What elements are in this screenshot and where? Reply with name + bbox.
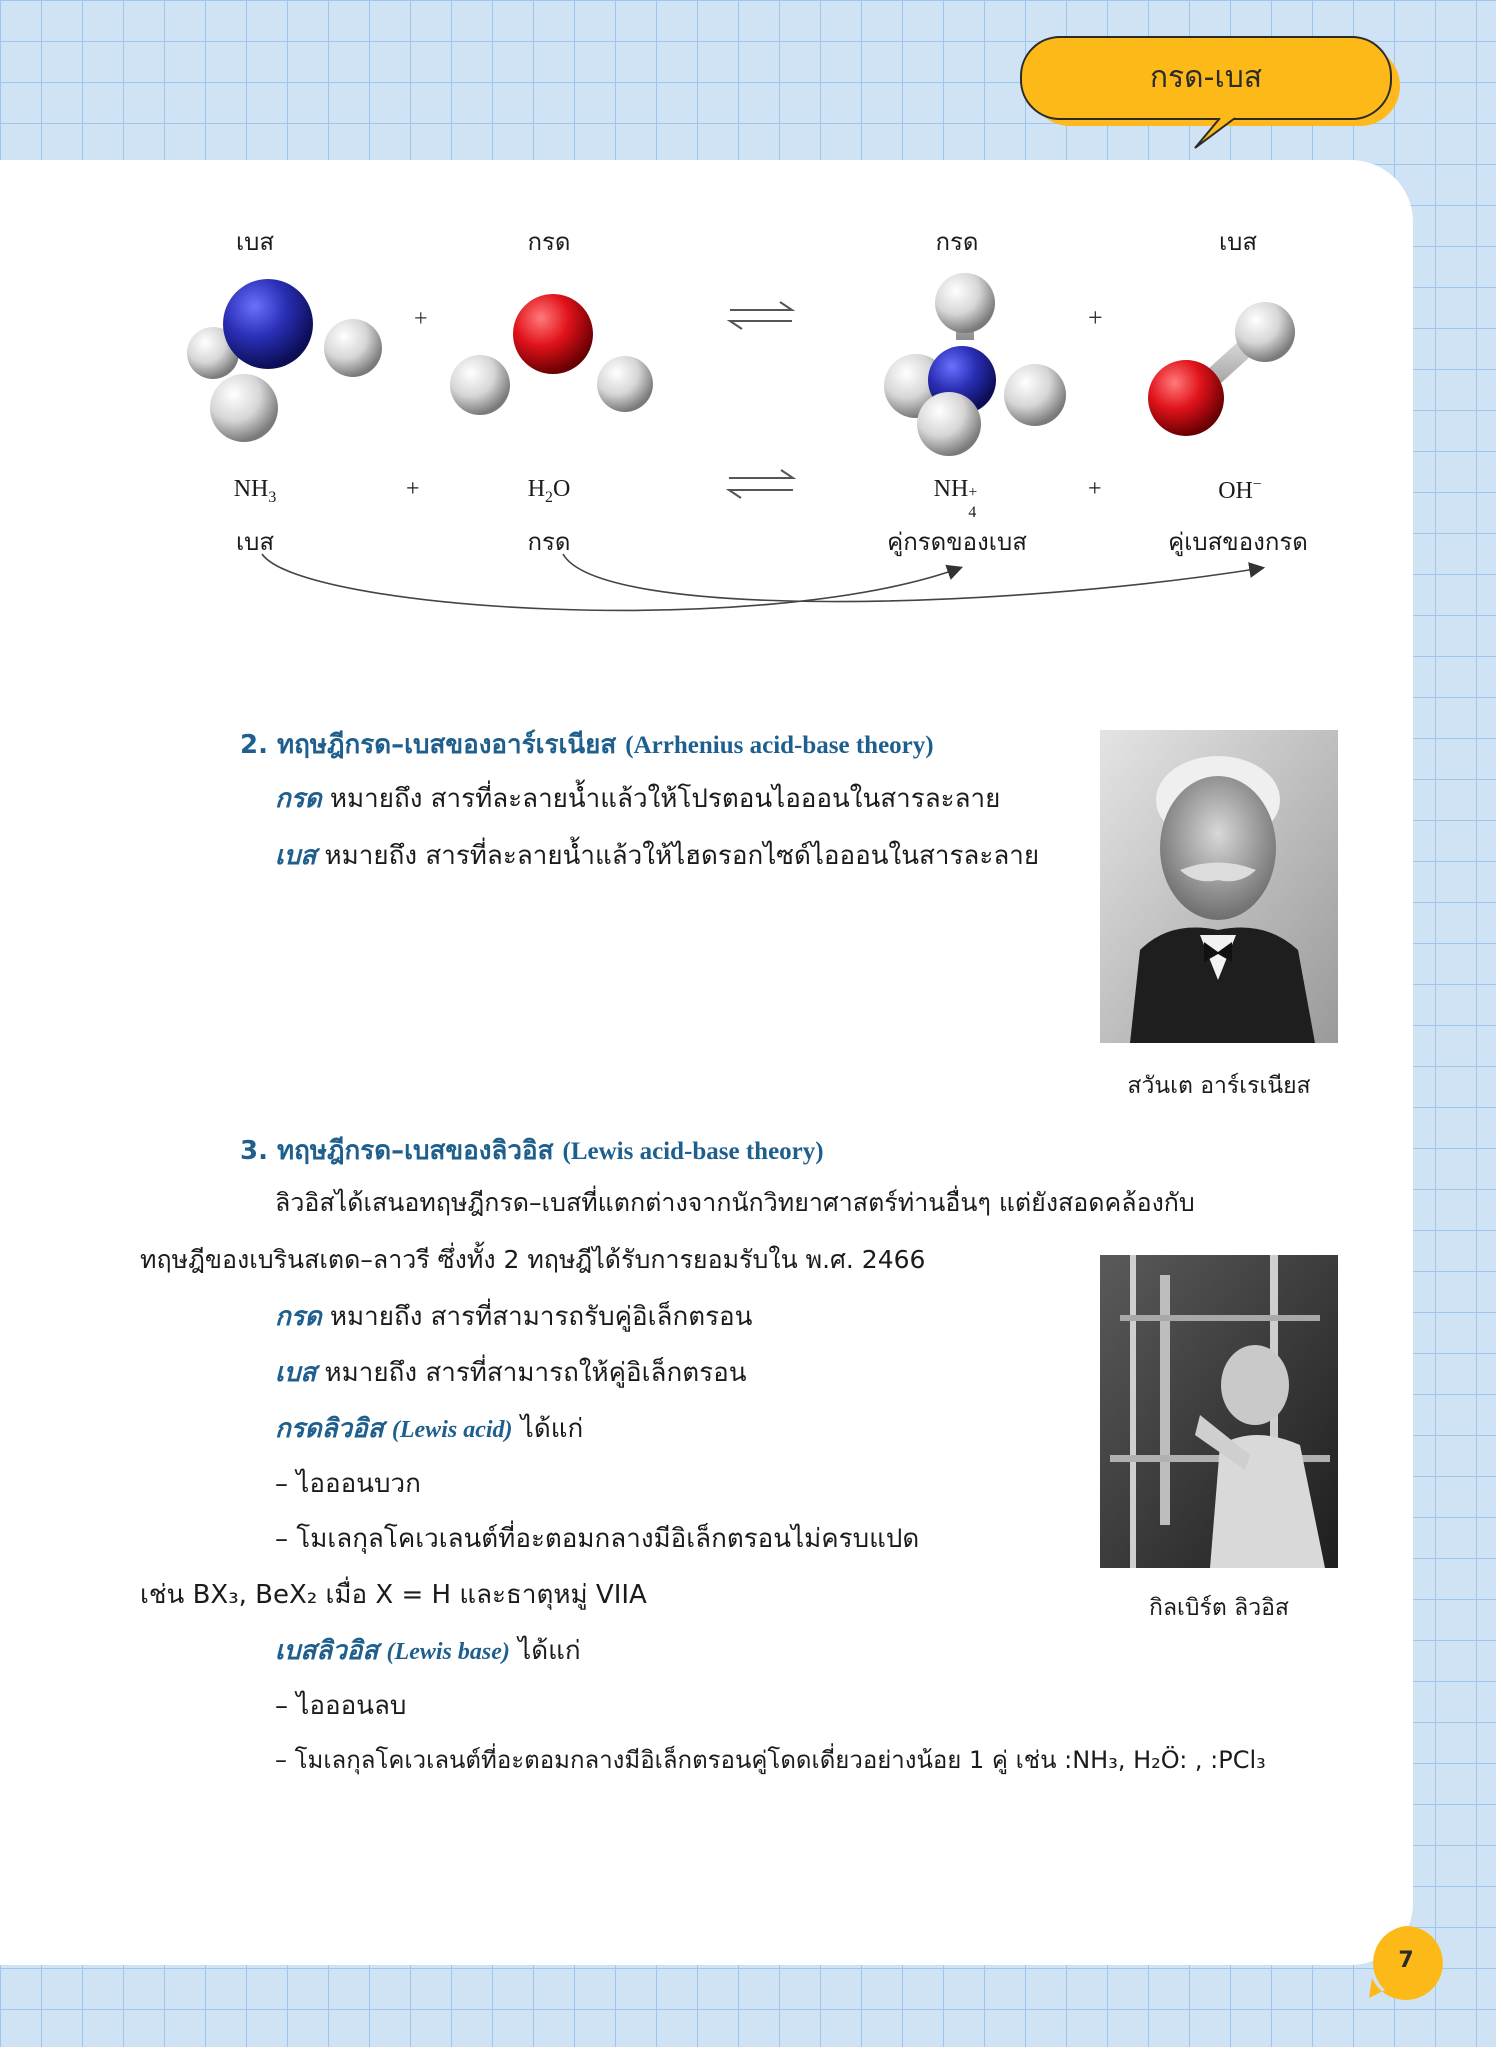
lewis-acid-example: เช่น BX₃, BeX₂ เมื่อ X = H และธาตุหมู่ VIIA	[140, 1580, 647, 1610]
section2-heading: 2. ทฤษฎีกรด–เบสของอาร์เรเนียส (Arrhenius acid-base theory)	[240, 730, 934, 760]
lewis-portrait	[1100, 1255, 1338, 1568]
arrhenius-portrait	[1100, 730, 1338, 1043]
equilibrium-arrow-top	[730, 302, 792, 329]
bottom-label-acid: กรด	[527, 528, 571, 556]
plus-sign-1: +	[406, 476, 420, 502]
conjugate-base-label: คู่เบสของกรด	[1168, 528, 1308, 556]
water-model	[450, 294, 653, 415]
badge-label: กรด-เบส	[1149, 60, 1263, 95]
section3-acid-definition: กรด หมายถึง สารที่สามารถรับคู่อิเล็กตรอน	[275, 1302, 753, 1332]
section3-intro-line2: ทฤษฎีของเบรินสเตด–ลาวรี ซึ่งทั้ง 2 ทฤษฎีได้รับการยอมรับใน พ.ศ. 2466	[140, 1245, 926, 1274]
plus-sign-top-1: +	[414, 306, 428, 332]
formula-nh4: NH + 4	[933, 476, 978, 521]
lewis-caption: กิลเบิร์ต ลิวอิส	[1149, 1595, 1289, 1621]
ammonia-model	[187, 279, 382, 442]
reactant-base-label: เบส	[235, 228, 275, 256]
arrhenius-caption: สวันเต อาร์เรเนียส	[1127, 1073, 1311, 1099]
product-base-label: เบส	[1218, 228, 1258, 256]
plus-sign-top-2: +	[1088, 303, 1103, 332]
lewis-acid-item-1: – ไอออนบวก	[275, 1469, 421, 1499]
section3-heading: 3. ทฤษฎีกรด–เบสของลิวอิส (Lewis acid-base theory)	[240, 1136, 824, 1166]
product-acid-label: กรด	[935, 228, 979, 256]
section3-intro-line1: ลิวอิสได้เสนอทฤษฎีกรด–เบสที่แตกต่างจากนักวิทยาศาสตร์ท่านอื่นๆ แต่ยังสอดคล้องกับ	[275, 1188, 1195, 1217]
section3-base-definition: เบส หมายถึง สารที่สามารถให้คู่อิเล็กตรอน	[275, 1358, 747, 1388]
formula-nh3: $NH_3$	[233, 476, 277, 506]
molecule-models	[0, 250, 1413, 470]
plus-sign-2: +	[1088, 476, 1102, 502]
ammonium-model	[884, 273, 1066, 456]
section2-base-definition: เบส หมายถึง สารที่ละลายน้ำแล้วให้ไฮดรอกไซด์ไอออนในสารละลาย	[275, 841, 1040, 871]
equilibrium-arrow	[725, 466, 805, 502]
formula-h2o: $H_2O$	[527, 476, 571, 506]
lewis-acid-heading: กรดลิวอิส (Lewis acid) ได้แก่	[275, 1414, 584, 1444]
lewis-base-item-2: – โมเลกุลโคเวเลนต์ที่อะตอมกลางมีอิเล็กตรอนคู่โดดเดี่ยวอย่างน้อย 1 คู่ เช่น :NH₃, H₂Ö: , :PCl₃	[275, 1746, 1266, 1774]
reactant-acid-label: กรด	[527, 228, 571, 256]
formula-oh: OH−	[1218, 476, 1262, 504]
section2-acid-definition: กรด หมายถึง สารที่ละลายน้ำแล้วให้โปรตอนไอออนในสารละลาย	[275, 784, 1001, 814]
conjugate-pair-arrows	[0, 550, 1413, 630]
section-badge	[1020, 36, 1400, 124]
lewis-acid-item-2: – โมเลกุลโคเวเลนต์ที่อะตอมกลางมีอิเล็กตรอนไม่ครบแปด	[275, 1524, 920, 1554]
lewis-base-heading: เบสลิวอิส (Lewis base) ได้แก่	[275, 1636, 581, 1666]
bottom-label-base: เบส	[235, 528, 275, 556]
hydroxide-model	[1148, 302, 1295, 436]
conjugate-acid-label: คู่กรดของเบส	[887, 528, 1027, 556]
page-number: 7	[1398, 1948, 1414, 1973]
lewis-base-item-1: – ไอออนลบ	[275, 1691, 407, 1721]
